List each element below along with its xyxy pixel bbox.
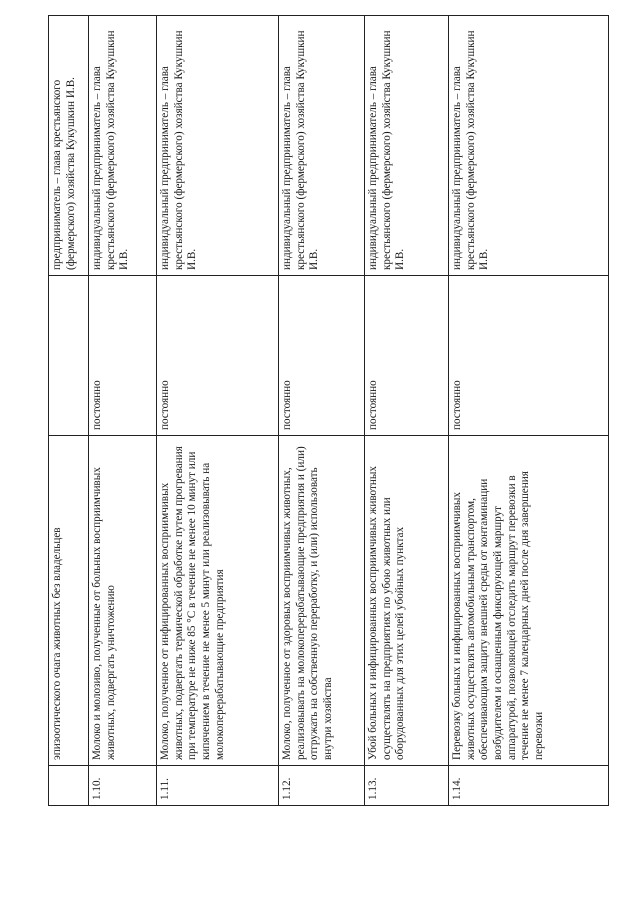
responsible-text: индивидуальный предприниматель – глава крестьянского (фермерского) хозяйства Кукушкин И.В. <box>89 16 157 276</box>
rotated-table-wrapper <box>48 16 608 806</box>
term-text: постоянно <box>279 276 365 436</box>
measures-table <box>48 15 609 806</box>
table-row <box>89 16 157 806</box>
row-number: 1.11. <box>157 766 279 806</box>
row-number: 1.14. <box>449 766 609 806</box>
table-row <box>157 16 279 806</box>
responsible-text: индивидуальный предприниматель – глава крестьянского (фермерского) хозяйства Кукушкин И.В. <box>157 16 279 276</box>
term-text <box>49 276 89 436</box>
measure-text: Перевозку больных и инфицированных восприимчивых животных осуществлять автомобильным транспортом, обеспечивающим защиту внешней среды от контаминации возбудителем и оснащенным фиксирующей маршрут аппаратурой, позволяющей отследить маршрут перевозки в течение не менее 7 календарных дней после дня завершения перевозки <box>449 436 609 766</box>
row-number: 1.12. <box>279 766 365 806</box>
measure-text: эпизоотического очага животных без владельцев <box>49 436 89 766</box>
responsible-text: индивидуальный предприниматель – глава крестьянского (фермерского) хозяйства Кукушкин И.В. <box>365 16 449 276</box>
row-number <box>49 766 89 806</box>
row-number: 1.10. <box>89 766 157 806</box>
measure-text: Молоко, полученное от здоровых восприимчивых животных, реализовывать на молокоперерабатывающие предприятия и (или) отгружать на собственную переработку, и (или) использовать внутри хозяйства <box>279 436 365 766</box>
term-text: постоянно <box>89 276 157 436</box>
term-text: постоянно <box>365 276 449 436</box>
table-row <box>279 16 365 806</box>
measure-text: Молоко и молозиво, полученные от больных восприимчивых животных, подвергать уничтожению <box>89 436 157 766</box>
table-row <box>365 16 449 806</box>
responsible-text: индивидуальный предприниматель – глава крестьянского (фермерского) хозяйства Кукушкин И.В. <box>279 16 365 276</box>
table-row <box>449 16 609 806</box>
term-text: постоянно <box>157 276 279 436</box>
table-row <box>49 16 89 806</box>
measure-text: Убой больных и инфицированных восприимчивых животных осуществлять на предприятиях по убою животных или оборудованных для этих целей убойных пунктах <box>365 436 449 766</box>
row-number: 1.13. <box>365 766 449 806</box>
term-text: постоянно <box>449 276 609 436</box>
responsible-text: предприниматель – глава крестьянского (фермерского) хозяйства Кукушкин И.В. <box>49 16 89 276</box>
responsible-text: индивидуальный предприниматель – глава крестьянского (фермерского) хозяйства Кукушкин И.В. <box>449 16 609 276</box>
measure-text: Молоко, полученное от инфицированных восприимчивых животных, подвергать термической обработке путем прогревания при температуре не ниже 85 °С в течение не менее 10 минут или кипячением в течение не менее 5 минут или реализовывать на молокоперерабатывающие предприятия <box>157 436 279 766</box>
